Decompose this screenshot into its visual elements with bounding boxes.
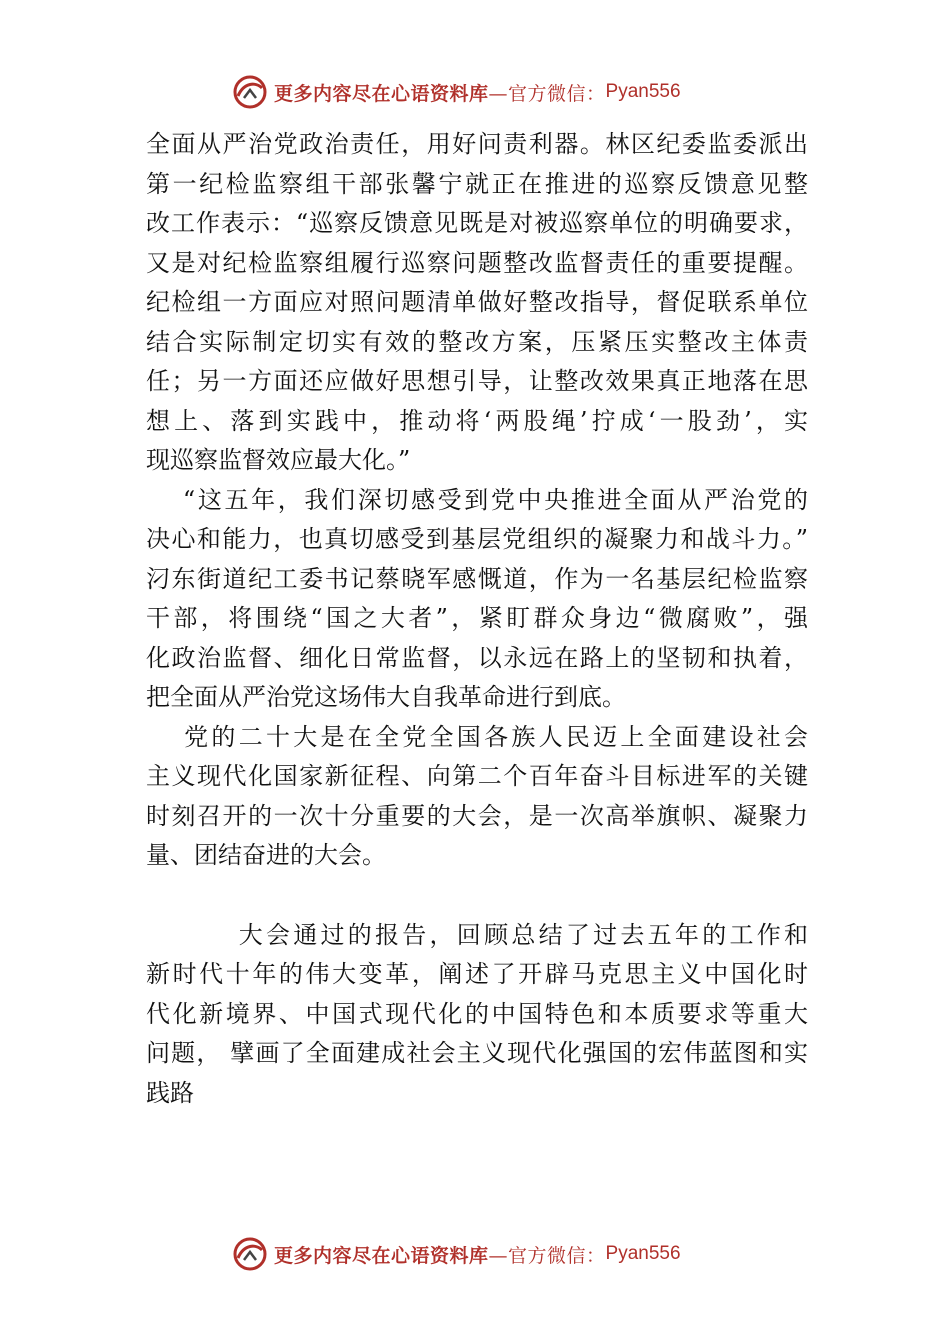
text-line: 纪检组一方面应对照问题清单做好整改指导，督促联系单位: [146, 288, 808, 316]
text-line: 汈东街道纪工委书记蔡晓军感慨道，作为一名基层纪检监察: [146, 564, 808, 593]
text-line: 任；另一方面还应做好思想引导，让整改效果真正地落在思: [146, 367, 808, 395]
paragraph: [146, 125, 808, 481]
text-line: 又是对纪检监察组履行巡察问题整改监督责任的重要提醒。: [146, 248, 808, 277]
text-line: 把全面从严治党这场伟大自我革命进行到底。: [146, 683, 626, 711]
paragraph-gap: [146, 876, 808, 916]
footer-contact-id: Pyan556: [605, 1243, 681, 1264]
brand-logo-icon: [232, 1236, 268, 1272]
text-line: 第一纪检监察组干部张馨宁就正在推进的巡察反馈意见整: [146, 169, 808, 198]
text-line: 问题， 擘画了全面建成社会主义现代化强国的宏伟蓝图和实: [146, 1039, 808, 1067]
footer-contact-text: —官方微信：: [488, 1244, 606, 1267]
paragraph: [146, 481, 808, 718]
header-contact-id: Pyan556: [605, 81, 681, 102]
brand-logo-icon: [232, 74, 268, 110]
text-line: 量、团结奋进的大会。: [146, 841, 386, 869]
paragraph: [146, 718, 808, 876]
text-line: 全面从严治党政治责任，用好问责利器。林区纪委监委派出: [146, 130, 808, 158]
text-line: 想上、落到实践中，推动将‘两股绳’拧成‘一股劲’，实: [146, 406, 808, 435]
text-line: 化政治监督、细化日常监督，以永远在路上的坚韧和执着，: [146, 643, 808, 672]
footer-brand-text: 更多内容尽在心语资料库: [274, 1244, 489, 1267]
paragraph: [146, 916, 808, 1114]
document-body: [146, 125, 808, 1113]
text-line: 新时代十年的伟大变革，阐述了开辟马克思主义中国化时: [146, 960, 808, 988]
text-line: 主义现代化国家新征程、向第二个百年奋斗目标进军的关键: [146, 762, 808, 790]
text-line: 时刻召开的一次十分重要的大会，是一次高举旗帜、凝聚力: [146, 801, 808, 830]
text-line: 改工作表示：“巡察反馈意见既是对被巡察单位的明确要求，: [146, 209, 808, 237]
header-brand-text: 更多内容尽在心语资料库: [274, 82, 489, 105]
text-line: 决心和能力，也真切感受到基层党组织的凝聚力和战斗力。”: [146, 525, 808, 553]
text-line: 干部，将围绕“国之大者”，紧盯群众身边“微腐败”，强: [146, 604, 808, 632]
text-line: 大会通过的报告，回顾总结了过去五年的工作和: [146, 920, 808, 949]
text-line: 践路: [146, 1078, 194, 1107]
header-watermark: [232, 72, 752, 112]
text-line: 现巡察监督效应最大化。”: [146, 446, 411, 474]
text-line: 代化新境界、中国式现代化的中国特色和本质要求等重大: [146, 999, 808, 1028]
text-line: 结合实际制定切实有效的整改方案，压紧压实整改主体责: [146, 327, 808, 356]
text-line: “这五年，我们深切感受到党中央推进全面从严治党的: [146, 485, 808, 514]
footer-watermark: [232, 1234, 752, 1274]
header-contact-text: —官方微信：: [488, 82, 606, 105]
text-line: 党的二十大是在全党全国各族人民迈上全面建设社会: [146, 722, 808, 751]
